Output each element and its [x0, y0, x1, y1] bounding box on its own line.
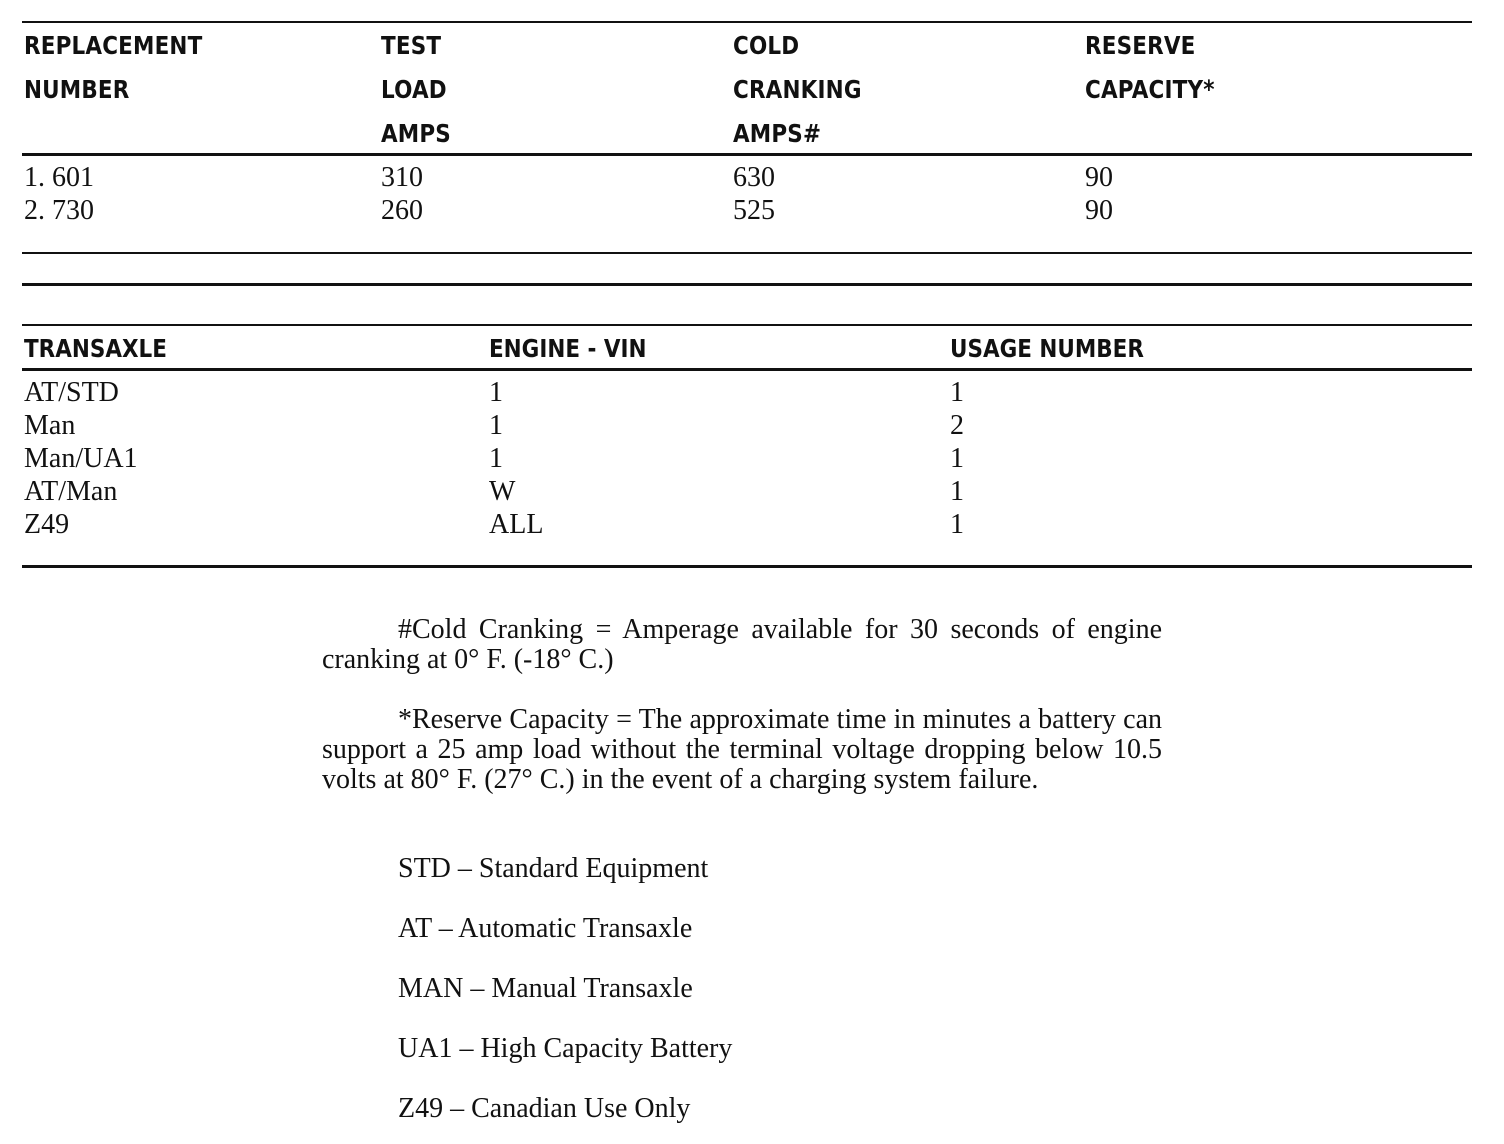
table-cell — [381, 194, 423, 227]
cold-cranking-footnote: #Cold Cranking = Amperage available for 30 seconds of engine cranking at 0° F. (-18° C.) — [322, 614, 1162, 675]
table-top-rule — [22, 21, 1472, 23]
abbreviation-z49: Z49 – Canadian Use Only — [398, 1093, 691, 1124]
cell-reserve-capacity: 90 — [1085, 195, 1113, 226]
cell-test-load: 310 — [381, 162, 423, 193]
table-cell — [733, 194, 775, 227]
column-header-replacement-number: REPLACEMENT NUMBER — [24, 31, 203, 104]
column-header-cold-cranking-amps: COLD CRANKING AMPS# — [733, 31, 862, 148]
list-item: 1 — [950, 443, 964, 474]
list-item: 1 — [950, 476, 964, 507]
cell-replacement-number: 1. 601 — [24, 162, 94, 193]
header-divider-rule — [22, 153, 1472, 156]
list-item: 1 — [489, 377, 503, 408]
list-item: Man/UA1 — [24, 443, 138, 474]
transaxle-column — [24, 376, 138, 541]
table-row — [24, 161, 94, 194]
usage-table-top-rule — [22, 324, 1472, 326]
list-item: 1 — [489, 443, 503, 474]
abbreviation-std: STD – Standard Equipment — [398, 853, 709, 884]
column-header-reserve-capacity: RESERVE CAPACITY* — [1085, 31, 1215, 104]
reserve-capacity-footnote: *Reserve Capacity = The approximate time in minutes a battery can support a 25 amp load without the terminal voltage dropping below 10.5 volts at 80° F. (27° C.) in the event of a charging system failure. — [322, 704, 1162, 795]
column-header-transaxle: TRANSAXLE — [24, 334, 167, 363]
list-item: 1 — [950, 509, 964, 540]
cell-cold-cranking: 525 — [733, 195, 775, 226]
column-header-usage-number: USAGE NUMBER — [950, 334, 1144, 363]
list-item: Man — [24, 410, 76, 441]
table-cell — [1085, 161, 1113, 194]
list-item: 1 — [489, 410, 503, 441]
list-item: 2 — [950, 410, 964, 441]
column-header-test-load-amps: TEST LOAD AMPS — [381, 31, 451, 148]
usage-table-bottom-rule — [22, 565, 1472, 568]
list-item: AT/Man — [24, 476, 118, 507]
table-cell — [381, 161, 423, 194]
list-item: 1 — [950, 377, 964, 408]
table-cell — [1085, 194, 1113, 227]
list-item: AT/STD — [24, 377, 119, 408]
table-bottom-rule — [22, 252, 1472, 254]
column-header-engine-vin: ENGINE - VIN — [489, 334, 647, 363]
section-separator-rule — [22, 283, 1472, 286]
list-item: ALL — [489, 509, 544, 540]
abbreviation-man: MAN – Manual Transaxle — [398, 973, 693, 1004]
table-row — [24, 194, 94, 227]
abbreviation-at: AT – Automatic Transaxle — [398, 913, 693, 944]
usage-number-column — [950, 376, 964, 541]
abbreviation-ua1: UA1 – High Capacity Battery — [398, 1033, 733, 1064]
table-cell — [733, 161, 775, 194]
list-item: W — [489, 476, 516, 507]
cell-reserve-capacity: 90 — [1085, 162, 1113, 193]
cell-replacement-number: 2. 730 — [24, 195, 94, 226]
engine-vin-column — [489, 376, 543, 541]
cell-test-load: 260 — [381, 195, 423, 226]
cell-cold-cranking: 630 — [733, 162, 775, 193]
list-item: Z49 — [24, 509, 70, 540]
usage-header-divider-rule — [22, 368, 1472, 371]
